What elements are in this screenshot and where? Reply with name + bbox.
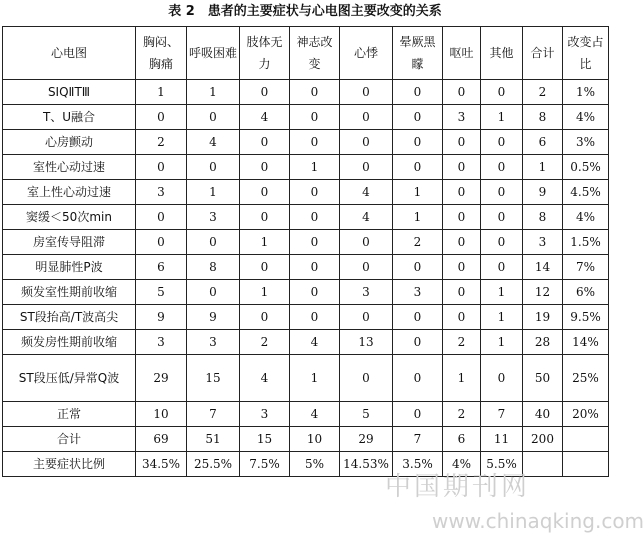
table-cell: 25% [563, 355, 609, 402]
row-label: T、U融合 [3, 105, 136, 130]
table-cell: 2 [393, 230, 443, 255]
table-cell: 2 [240, 330, 290, 355]
table-cell: 3 [136, 330, 187, 355]
table-cell: 12 [523, 280, 563, 305]
table-cell: 34.5% [136, 452, 187, 477]
table-cell [523, 452, 563, 477]
header-palpitation: 心悸 [340, 27, 393, 80]
table-cell: 0.5% [563, 155, 609, 180]
table-cell: 0 [240, 205, 290, 230]
table-cell: 0 [290, 255, 340, 280]
table-cell: 3 [136, 180, 187, 205]
table-cell: 1 [187, 180, 240, 205]
header-chest: 胸闷、胸痛 [136, 27, 187, 80]
table-cell: 11 [481, 427, 523, 452]
table-cell: 0 [443, 230, 481, 255]
table-cell: 20% [563, 402, 609, 427]
table-cell: 6 [443, 427, 481, 452]
table-cell: 29 [136, 355, 187, 402]
table-cell: 51 [187, 427, 240, 452]
row-label: 正常 [3, 402, 136, 427]
table-cell: 0 [443, 280, 481, 305]
watermark-cn: 中国期刊网 [385, 472, 531, 502]
symptom-ecg-table [2, 26, 609, 477]
watermark-url: www.chinaqking.com [432, 509, 644, 533]
table-cell: 28 [523, 330, 563, 355]
table-cell: 5 [136, 280, 187, 305]
table-cell: 1 [481, 280, 523, 305]
table-cell: 8 [187, 255, 240, 280]
table-cell: 69 [136, 427, 187, 452]
table-cell: 15 [187, 355, 240, 402]
table-cell: 0 [340, 305, 393, 330]
table-cell: 0 [340, 105, 393, 130]
row-label: 心房颤动 [3, 130, 136, 155]
table-cell: 7 [187, 402, 240, 427]
row-label: SIQⅡTⅢ [3, 80, 136, 105]
table-cell: 0 [481, 230, 523, 255]
table-cell: 1% [563, 80, 609, 105]
table-cell: 0 [393, 155, 443, 180]
table-cell: 1 [443, 355, 481, 402]
table-cell: 0 [481, 180, 523, 205]
row-label: 明显肺性P波 [3, 255, 136, 280]
table-cell: 0 [393, 330, 443, 355]
table-cell: 0 [136, 205, 187, 230]
table-row [3, 80, 609, 105]
table-row [3, 355, 609, 402]
table-row [3, 105, 609, 130]
table-cell: 1 [393, 180, 443, 205]
table-cell: 4 [290, 330, 340, 355]
table-row [3, 427, 609, 452]
table-cell: 1 [240, 230, 290, 255]
table-cell: 19 [523, 305, 563, 330]
table-cell: 0 [340, 130, 393, 155]
table-cell: 40 [523, 402, 563, 427]
table-cell: 7 [481, 402, 523, 427]
header-ratio: 改变占比 [563, 27, 609, 80]
table-cell: 0 [443, 205, 481, 230]
header-total: 合计 [523, 27, 563, 80]
table-cell: 1.5% [563, 230, 609, 255]
row-label: 主要症状比例 [3, 452, 136, 477]
table-cell: 4% [563, 205, 609, 230]
table-cell: 4 [240, 105, 290, 130]
table-cell: 200 [523, 427, 563, 452]
table-cell: 0 [443, 305, 481, 330]
table-cell: 0 [393, 80, 443, 105]
row-label: 室性心动过速 [3, 155, 136, 180]
table-cell: 1 [481, 105, 523, 130]
table-row [3, 230, 609, 255]
table-cell: 1 [481, 330, 523, 355]
table-cell: 0 [340, 255, 393, 280]
table-cell: 0 [240, 130, 290, 155]
table-cell: 0 [290, 80, 340, 105]
row-label: 频发室性期前收缩 [3, 280, 136, 305]
table-cell: 7% [563, 255, 609, 280]
table-cell: 9 [187, 305, 240, 330]
table-cell: 0 [187, 280, 240, 305]
table-cell: 3% [563, 130, 609, 155]
table-cell [563, 427, 609, 452]
table-cell: 0 [290, 180, 340, 205]
table-row [3, 305, 609, 330]
table-cell: 0 [393, 130, 443, 155]
table-cell: 1 [481, 305, 523, 330]
table-cell: 3 [443, 105, 481, 130]
table-cell: 5.5% [481, 452, 523, 477]
table-cell: 2 [523, 80, 563, 105]
table-cell: 3 [393, 280, 443, 305]
table-cell: 0 [481, 155, 523, 180]
row-label: 室上性心动过速 [3, 180, 136, 205]
table-cell: 0 [290, 230, 340, 255]
table-cell: 10 [290, 427, 340, 452]
table-cell: 1 [136, 80, 187, 105]
row-label: 合计 [3, 427, 136, 452]
table-cell: 0 [393, 255, 443, 280]
table-cell: 0 [136, 230, 187, 255]
table-cell: 9 [523, 180, 563, 205]
table-cell: 0 [393, 105, 443, 130]
table-row [3, 155, 609, 180]
table-title: 表 2 患者的主要症状与心电图主要改变的关系 [168, 4, 442, 19]
table-cell: 4 [290, 402, 340, 427]
table-cell: 1 [393, 205, 443, 230]
table-cell: 3 [340, 280, 393, 305]
header-ecg: 心电图 [3, 27, 136, 80]
table-cell: 14.53% [340, 452, 393, 477]
row-label: 房室传导阻滞 [3, 230, 136, 255]
table-cell: 15 [240, 427, 290, 452]
table-cell: 0 [290, 205, 340, 230]
table-cell: 0 [187, 155, 240, 180]
table-cell: 10 [136, 402, 187, 427]
table-cell: 4 [187, 130, 240, 155]
header-weakness: 肢体无力 [240, 27, 290, 80]
table-cell: 1 [240, 280, 290, 305]
table-cell: 4% [563, 105, 609, 130]
table-cell: 0 [393, 355, 443, 402]
table-cell: 0 [240, 180, 290, 205]
table-cell: 0 [187, 230, 240, 255]
table-row [3, 280, 609, 305]
table-cell: 9 [136, 305, 187, 330]
table-cell: 6 [523, 130, 563, 155]
table-cell: 0 [443, 180, 481, 205]
header-other: 其他 [481, 27, 523, 80]
header-consciousness: 神志改变 [290, 27, 340, 80]
table-cell: 5% [290, 452, 340, 477]
table-cell: 0 [481, 255, 523, 280]
table-cell: 0 [340, 355, 393, 402]
table-cell: 1 [290, 155, 340, 180]
row-label: ST段压低/异常Q波 [3, 355, 136, 402]
table-cell: 1 [523, 155, 563, 180]
header-syncope: 晕厥黑矇 [393, 27, 443, 80]
table-cell: 4 [240, 355, 290, 402]
header-dyspnea: 呼吸困难 [187, 27, 240, 80]
table-cell: 8 [523, 105, 563, 130]
table-row [3, 255, 609, 280]
row-label: 频发房性期前收缩 [3, 330, 136, 355]
table-cell: 0 [443, 130, 481, 155]
table-cell: 13 [340, 330, 393, 355]
table-cell: 0 [443, 80, 481, 105]
table-cell: 3 [187, 330, 240, 355]
table-cell: 3 [523, 230, 563, 255]
table-cell: 1 [187, 80, 240, 105]
table-cell: 1 [290, 355, 340, 402]
table-cell: 0 [240, 255, 290, 280]
table-cell: 0 [290, 130, 340, 155]
row-label: ST段抬高/T波高尖 [3, 305, 136, 330]
table-cell: 0 [187, 105, 240, 130]
table-cell: 0 [340, 80, 393, 105]
table-row [3, 205, 609, 230]
table-cell: 0 [393, 305, 443, 330]
table-cell: 14 [523, 255, 563, 280]
table-cell: 3.5% [393, 452, 443, 477]
table-cell: 4 [340, 205, 393, 230]
table-cell: 6 [136, 255, 187, 280]
table-cell: 0 [481, 130, 523, 155]
table-cell: 0 [481, 205, 523, 230]
table-cell: 8 [523, 205, 563, 230]
table-row [3, 130, 609, 155]
table-cell: 0 [240, 305, 290, 330]
table-cell: 7.5% [240, 452, 290, 477]
table-row [3, 330, 609, 355]
table-cell: 6% [563, 280, 609, 305]
table-cell: 9.5% [563, 305, 609, 330]
table-cell: 0 [290, 105, 340, 130]
table-cell: 0 [443, 155, 481, 180]
header-row [3, 27, 609, 80]
table-cell: 0 [340, 155, 393, 180]
table-cell: 0 [481, 355, 523, 402]
row-label: 窦缓＜50次min [3, 205, 136, 230]
table-cell: 25.5% [187, 452, 240, 477]
table-cell: 0 [136, 105, 187, 130]
table-cell: 2 [443, 330, 481, 355]
table-cell: 7 [393, 427, 443, 452]
table-cell: 0 [393, 402, 443, 427]
table-row [3, 180, 609, 205]
table-cell: 4.5% [563, 180, 609, 205]
table-row [3, 402, 609, 427]
table-cell: 50 [523, 355, 563, 402]
table-cell: 4 [340, 180, 393, 205]
table-cell: 5 [340, 402, 393, 427]
table-cell: 2 [136, 130, 187, 155]
table-cell: 14% [563, 330, 609, 355]
table-cell: 3 [187, 205, 240, 230]
table-cell: 0 [136, 155, 187, 180]
table-cell: 29 [340, 427, 393, 452]
table-cell: 0 [290, 280, 340, 305]
table-cell: 0 [240, 155, 290, 180]
table-cell: 0 [481, 80, 523, 105]
table-cell: 0 [340, 230, 393, 255]
header-vomiting: 呕吐 [443, 27, 481, 80]
table-cell [563, 452, 609, 477]
table-cell: 0 [290, 305, 340, 330]
table-row [3, 452, 609, 477]
table-cell: 0 [443, 255, 481, 280]
table-cell: 2 [443, 402, 481, 427]
table-cell: 4% [443, 452, 481, 477]
table-cell: 3 [240, 402, 290, 427]
table-cell: 0 [240, 80, 290, 105]
